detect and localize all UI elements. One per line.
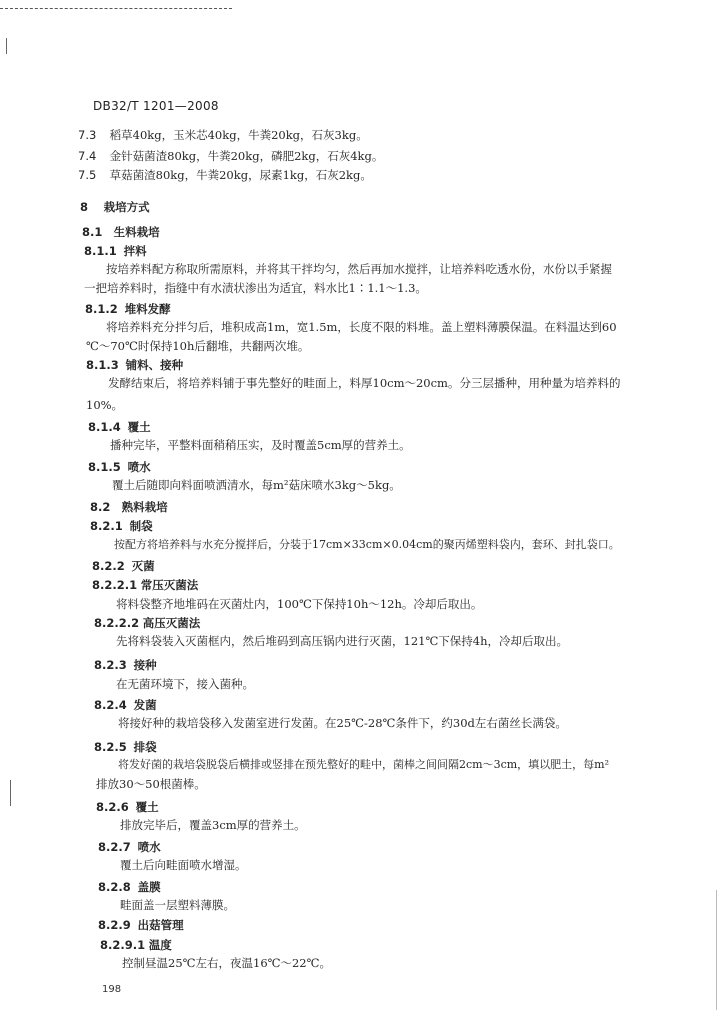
paragraph-line xyxy=(114,538,620,552)
paragraph-line xyxy=(116,597,482,611)
paragraph-line xyxy=(112,478,401,492)
section-number: 8.1.2 xyxy=(85,302,118,316)
section-number: 8.2.8 xyxy=(98,880,131,894)
paragraph-text: 将培养料充分拌匀后，堆积成高1m，宽1.5m，长度不限的料堆。盖上塑料薄膜保温。在料温达到60 xyxy=(106,320,617,334)
section-title: 堆料发酵 xyxy=(124,302,171,316)
paragraph-text: 畦面盖一层塑料薄膜。 xyxy=(120,898,235,912)
clause-number: 7.3 xyxy=(78,128,97,142)
section-8-1-1-heading xyxy=(84,244,147,258)
section-title: 拌料 xyxy=(123,244,147,258)
paragraph-text: 先将料袋装入灭菌框内，然后堆码到高压锅内进行灭菌，121℃下保持4h，冷却后取出。 xyxy=(116,634,569,648)
section-8-2-6-heading xyxy=(96,800,159,814)
paragraph-text: 排放30～50根菌棒。 xyxy=(96,777,206,791)
section-number: 8.1.4 xyxy=(88,420,121,434)
section-title: 喷水 xyxy=(127,460,151,474)
section-8-2-1-heading xyxy=(90,519,153,533)
clause-7-3 xyxy=(78,128,368,142)
paragraph-line xyxy=(106,320,617,334)
section-number: 8.2.7 xyxy=(98,840,131,854)
section-title: 铺料、接种 xyxy=(125,358,184,372)
clause-7-5 xyxy=(78,168,372,182)
paragraph-text: 将接好种的栽培袋移入发菌室进行发菌。在25℃-28℃条件下，约30d左右菌丝长满袋。 xyxy=(118,716,567,730)
clause-text: 金针菇菌渣80kg，牛粪20kg，磷肥2kg，石灰4kg。 xyxy=(109,149,384,163)
section-title: 覆土 xyxy=(127,420,151,434)
paragraph-text: 按培养料配方称取所需原料，并将其干拌均匀，然后再加水搅拌，让培养料吃透水份，水份以手紧握 xyxy=(106,262,612,276)
section-title: 发菌 xyxy=(133,698,157,712)
clause-text: 稻草40kg，玉米芯40kg，牛粪20kg，石灰3kg。 xyxy=(109,128,368,142)
section-number: 8.2.3 xyxy=(94,658,127,672)
paragraph-line xyxy=(120,858,247,872)
section-title: 高压灭菌法 xyxy=(142,616,201,630)
section-title: 出菇管理 xyxy=(137,918,184,932)
section-number: 8.2.6 xyxy=(96,800,129,814)
paragraph-line xyxy=(96,777,206,791)
section-8-2-8-heading xyxy=(98,880,161,894)
section-title: 生料栽培 xyxy=(113,225,160,239)
section-number: 8.1.1 xyxy=(84,244,117,258)
section-title: 灭菌 xyxy=(131,559,155,573)
section-8-1-4-heading xyxy=(88,420,151,434)
section-8-2-7-heading xyxy=(98,840,161,854)
scan-top-rule xyxy=(0,8,232,9)
section-8-2-2-1-heading xyxy=(92,578,198,592)
paragraph-text: 发酵结束后，将培养料铺于事先整好的畦面上，料厚10cm～20cm。分三层播种，用种量为培养料的 xyxy=(108,376,621,390)
clause-text: 草菇菌渣80kg，牛粪20kg，尿素1kg，石灰2kg。 xyxy=(109,168,372,182)
paragraph-text: 排放完毕后，覆盖3cm厚的营养土。 xyxy=(120,818,306,832)
paragraph-text: 播种完毕，平整料面稍稍压实，及时覆盖5cm厚的营养土。 xyxy=(110,438,411,452)
section-number: 8.1.3 xyxy=(86,358,119,372)
paragraph-text: 将发好菌的栽培袋脱袋后横排或竖排在预先整好的畦中，菌棒之间间隔2cm～3cm，填以肥土，每m² xyxy=(118,758,610,771)
section-number: 8.2.9.1 xyxy=(100,938,146,952)
section-title: 排袋 xyxy=(133,740,157,754)
clause-number: 7.4 xyxy=(78,149,97,163)
paragraph-line xyxy=(106,262,612,276)
section-title: 盖膜 xyxy=(137,880,161,894)
section-number: 8.1.5 xyxy=(88,460,121,474)
paragraph-line xyxy=(122,956,331,970)
section-number: 8.2.9 xyxy=(98,918,131,932)
paragraph-line xyxy=(86,339,309,353)
paragraph-text: 一把培养料时，指缝中有水渍状渗出为适宜，料水比1∶1.1～1.3。 xyxy=(84,281,427,295)
section-8-2-4-heading xyxy=(94,698,157,712)
page-number: 198 xyxy=(102,984,122,995)
section-8-2-2-heading xyxy=(92,559,155,573)
section-number: 8.2 xyxy=(90,500,111,514)
section-8-2-9-1-heading xyxy=(100,938,172,952)
section-number: 8.2.2 xyxy=(92,559,125,573)
paragraph-line xyxy=(108,376,620,390)
scan-mark-right xyxy=(716,890,717,1010)
section-title: 接种 xyxy=(133,658,157,672)
paragraph-line xyxy=(116,677,254,691)
scan-mark-left-lower xyxy=(10,780,11,806)
section-8-2-9-heading xyxy=(98,918,184,932)
paragraph-line xyxy=(116,634,568,648)
section-title: 喷水 xyxy=(137,840,161,854)
section-number: 8.2.1 xyxy=(90,519,123,533)
section-title: 覆土 xyxy=(135,800,159,814)
section-number: 8.2.2.1 xyxy=(92,578,138,592)
section-number: 8.2.4 xyxy=(94,698,127,712)
paragraph-line xyxy=(86,398,123,412)
paragraph-text: 在无菌环境下，接入菌种。 xyxy=(116,677,254,691)
paragraph-line xyxy=(118,716,567,730)
section-title: 栽培方式 xyxy=(103,200,150,214)
clause-7-4 xyxy=(78,149,383,163)
section-title: 常压灭菌法 xyxy=(140,578,199,592)
section-number: 8.2.5 xyxy=(94,740,127,754)
section-8-2-5-heading xyxy=(94,740,157,754)
section-number: 8 xyxy=(80,200,89,214)
paragraph-line xyxy=(118,758,609,772)
paragraph-text: 将料袋整齐地堆码在灭菌灶内，100℃下保持10h～12h。冷却后取出。 xyxy=(116,597,483,611)
section-8-1-3-heading xyxy=(86,358,183,372)
section-title: 温度 xyxy=(148,938,172,952)
section-8-heading xyxy=(80,200,150,214)
scan-mark-left-upper xyxy=(6,38,7,54)
section-title: 制袋 xyxy=(129,519,153,533)
section-8-2-2-2-heading xyxy=(94,616,200,630)
paragraph-text: 覆土后随即向料面喷洒清水，每m²菇床喷水3kg～5kg。 xyxy=(112,478,401,492)
section-8-1-5-heading xyxy=(88,460,151,474)
paragraph-line xyxy=(120,818,306,832)
section-number: 8.2.2.2 xyxy=(94,616,140,630)
section-8-1-2-heading xyxy=(85,302,171,316)
paragraph-text: 10%。 xyxy=(86,398,124,412)
paragraph-text: 覆土后向畦面喷水增湿。 xyxy=(120,858,247,872)
section-8-2-3-heading xyxy=(94,658,157,672)
paragraph-text: 控制昼温25℃左右，夜温16℃～22℃。 xyxy=(122,956,331,970)
section-title: 熟料栽培 xyxy=(121,500,168,514)
paragraph-line xyxy=(120,898,235,912)
paragraph-text: ℃～70℃时保持10h后翻堆，共翻两次堆。 xyxy=(86,339,310,353)
paragraph-line xyxy=(110,438,411,452)
clause-number: 7.5 xyxy=(78,168,97,182)
section-8-1-heading xyxy=(82,225,160,239)
paragraph-line xyxy=(84,281,427,295)
section-number: 8.1 xyxy=(82,225,103,239)
paragraph-text: 按配方将培养料与水充分搅拌后，分装于17cm×33cm×0.04cm的聚丙烯塑料袋内，套环、封扎袋口。 xyxy=(114,538,620,551)
section-8-2-heading xyxy=(90,500,168,514)
standard-code-header: DB32/T 1201—2008 xyxy=(93,99,219,113)
